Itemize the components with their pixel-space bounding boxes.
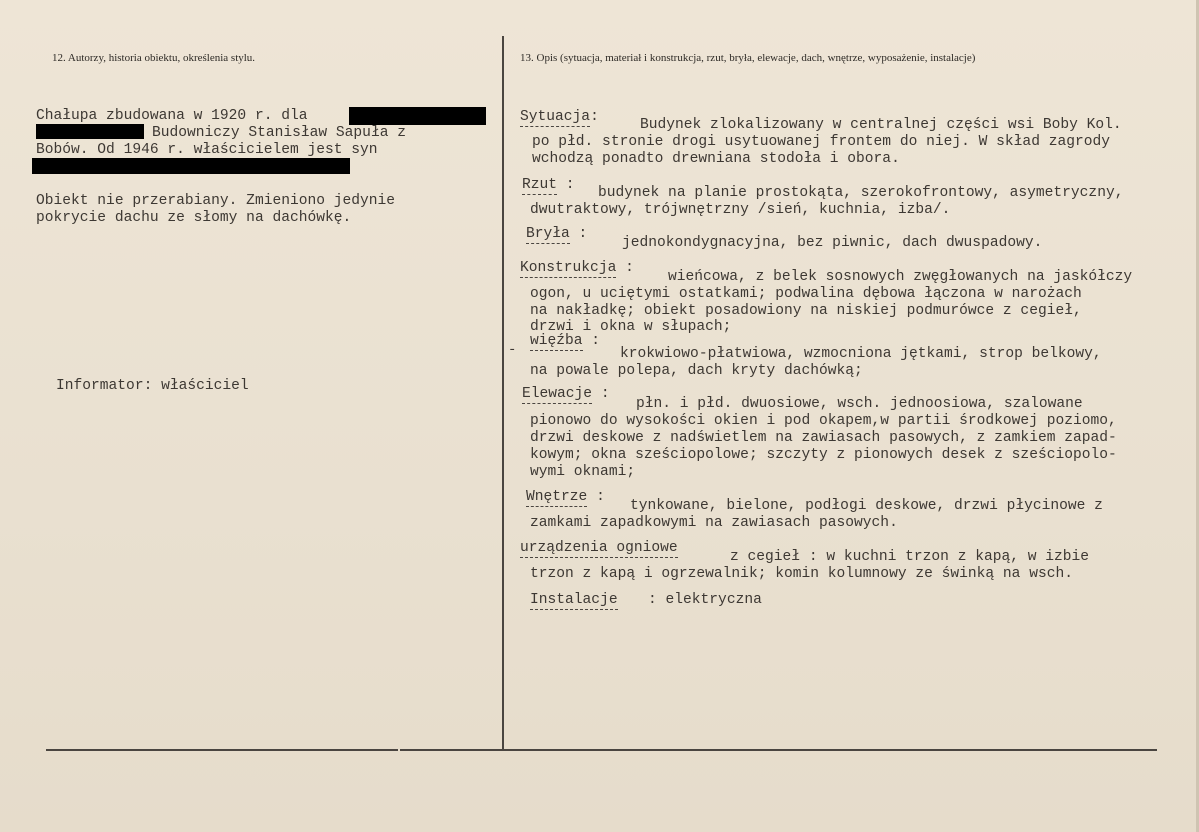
konstrukcja-line-4: drzwi i okna w słupach; [530, 319, 732, 335]
bottom-rule-right [400, 749, 1157, 751]
wiezba-line-1: krokwiowo-płatwiowa, wzmocniona jętkami, strop belkowy, [620, 346, 1102, 362]
label-wnetrze: Wnętrze : [526, 489, 605, 505]
history-line-3: Bobów. Od 1946 r. właścicielem jest syn [36, 142, 378, 158]
sytuacja-line-3: wchodzą ponadto drewniana stodoła i obora. [532, 151, 900, 167]
changes-line-2: pokrycie dachu ze słomy na dachówkę. [36, 210, 352, 226]
wnetrze-line-2: zamkami zapadkowymi na zawiasach pasowych. [530, 515, 898, 531]
elewacje-line-4: kowym; okna sześciopolowe; szczyty z pionowych desek z sześciopolo- [530, 447, 1117, 463]
history-line-1: Chałupa zbudowana w 1920 r. dla [36, 108, 308, 124]
rzut-line-2: dwutraktowy, trójwnętrzny /sień, kuchnia, izba/. [530, 202, 951, 218]
rzut-line-1: budynek na planie prostokąta, szerokofrontowy, asymetryczny, [598, 185, 1124, 201]
section-13-header: 13. Opis (sytuacja, materiał i konstrukcja, rzut, bryła, elewacje, dach, wnętrze, wyposażenie, instalacje) [520, 52, 976, 64]
redaction-bar [32, 158, 350, 174]
bottom-rule-left [46, 749, 398, 751]
sytuacja-line-1: Budynek zlokalizowany w centralnej części wsi Boby Kol. [640, 117, 1122, 133]
redaction-bar [349, 107, 486, 125]
konstrukcja-line-1: wieńcowa, z belek sosnowych zwęgłowanych na jaskółczy [668, 269, 1133, 285]
wnetrze-line-1: tynkowane, bielone, podłogi deskowe, drzwi płycinowe z [630, 498, 1103, 514]
label-elewacje: Elewacje : [522, 386, 610, 402]
history-line-2: Budowniczy Stanisław Sapuła z [152, 125, 406, 141]
konstrukcja-line-2: ogon, u uciętymi ostatkami; podwalina dębowa łączona w narożach [530, 286, 1082, 302]
label-sytuacja: Sytuacja: [520, 109, 599, 125]
label-urzadzenia-ogniowe: urządzenia ogniowe [520, 540, 678, 556]
elewacje-line-1: płn. i płd. dwuosiowe, wsch. jednoosiowa, szalowane [636, 396, 1083, 412]
instalacje-value: : elektryczna [648, 592, 762, 608]
column-divider [502, 36, 504, 750]
urzadzenia-line-2: trzon z kapą i ogrzewalnik; komin kolumnowy ze świnką na wsch. [530, 566, 1073, 582]
margin-dash: - [508, 342, 517, 358]
sytuacja-line-2: po płd. stronie drogi usytuowanej frontem do niej. W skład zagrody [532, 134, 1111, 150]
label-rzut: Rzut : [522, 177, 575, 193]
label-konstrukcja: Konstrukcja : [520, 260, 634, 276]
bryla-line-1: jednokondygnacyjna, bez piwnic, dach dwuspadowy. [622, 235, 1043, 251]
elewacje-line-5: wymi oknami; [530, 464, 636, 480]
changes-line-1: Obiekt nie przerabiany. Zmieniono jedynie [36, 193, 396, 209]
urzadzenia-line-1: z cegieł : w kuchni trzon z kapą, w izbie [730, 549, 1090, 565]
label-bryla: Bryła : [526, 226, 588, 242]
elewacje-line-2: pionowo do wysokości okien i pod okapem,w partii środkowej poziomo, [530, 413, 1117, 429]
informant-text: Informator: właściciel [56, 378, 249, 394]
label-wiezba: więźba : [530, 333, 601, 349]
konstrukcja-line-3: na nakładkę; obiekt posadowiony na niskiej podmurówce z cegieł, [530, 303, 1082, 319]
section-12-header: 12. Autorzy, historia obiektu, określenia stylu. [52, 52, 256, 64]
elewacje-line-3: drzwi deskowe z nadświetlem na zawiasach pasowych, z zamkiem zapad- [530, 430, 1117, 446]
label-instalacje: Instalacje [530, 592, 618, 608]
wiezba-line-2: na powale polepa, dach kryty dachówką; [530, 363, 863, 379]
redaction-bar [36, 124, 144, 139]
